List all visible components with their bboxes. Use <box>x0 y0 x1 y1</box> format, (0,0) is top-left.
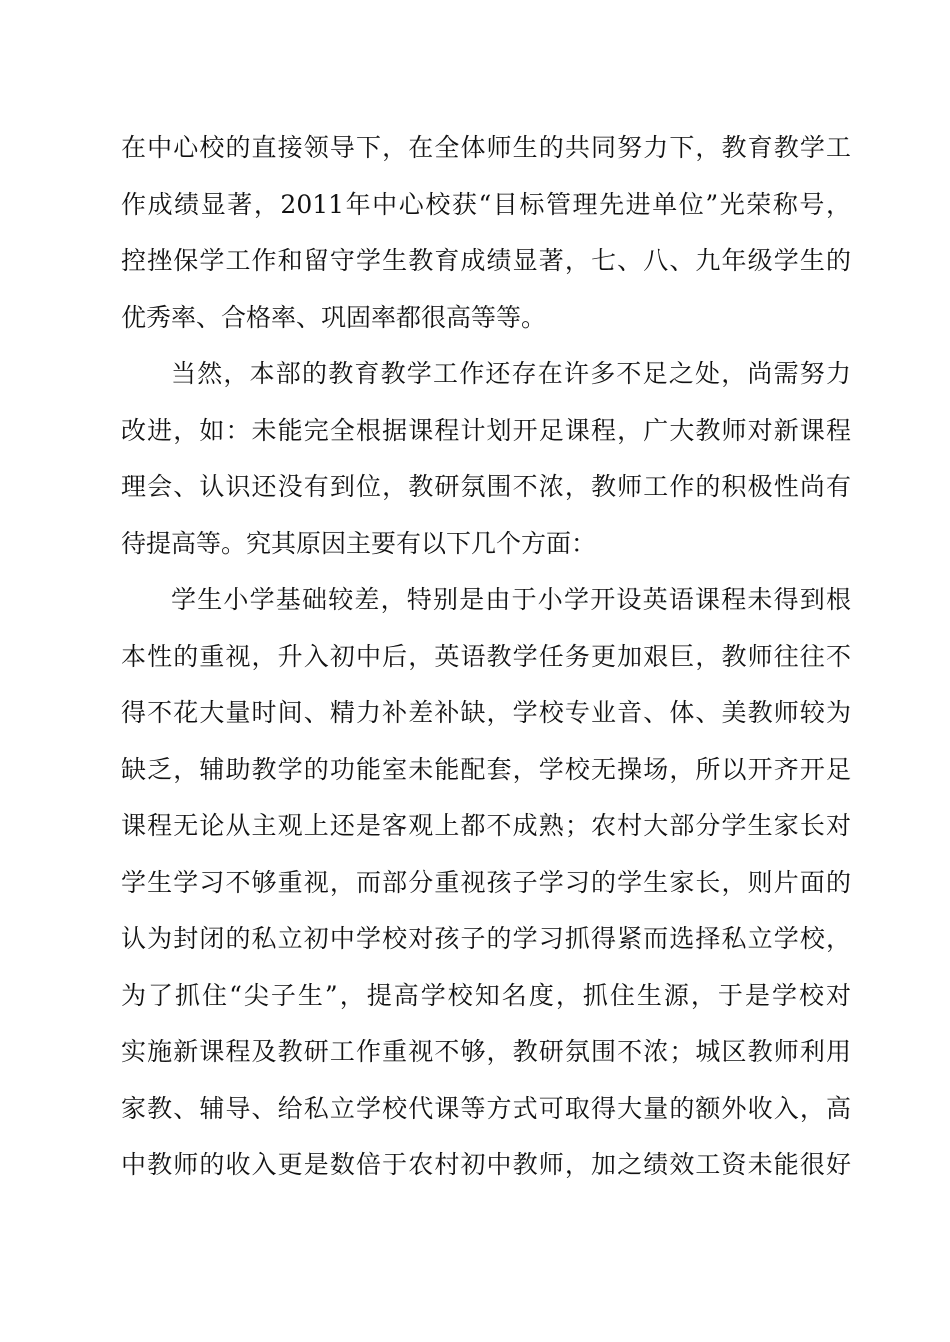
paragraph-3-line-4: 缺乏，辅助教学的功能室未能配套，学校无操场，所以开齐开足 <box>121 754 851 784</box>
paragraph-3-line-7: 认为封闭的私立初中学校对孩子的学习抓得紧而选择私立学校， <box>121 924 851 953</box>
paragraph-2-line-1: 当然，本部的教育教学工作还存在许多不足之处，尚需努力 <box>171 359 851 388</box>
paragraph-3-line-10: 家教、辅导、给私立学校代课等方式可取得大量的额外收入，高 <box>121 1093 851 1123</box>
paragraph-3-line-11: 中教师的收入更是数倍于农村初中教师，加之绩效工资未能很好 <box>121 1150 851 1179</box>
paragraph-3-line-3: 得不花大量时间、精力补差补缺，学校专业音、体、美教师较为 <box>121 698 851 727</box>
paragraph-1-line-4: 优秀率、合格率、巩固率都很高等等。 <box>121 302 547 332</box>
paragraph-2-line-4: 待提高等。究其原因主要有以下几个方面： <box>121 528 597 558</box>
paragraph-2-line-2: 改进，如：未能完全根据课程计划开足课程，广大教师对新课程 <box>121 415 851 445</box>
paragraph-2-line-3: 理会、认识还没有到位，教研氛围不浓，教师工作的积极性尚有 <box>121 472 851 501</box>
paragraph-3-line-8: 为了抓住“尖子生”，提高学校知名度，抓住生源，于是学校对 <box>121 980 851 1010</box>
paragraph-3-line-9: 实施新课程及教研工作重视不够，教研氛围不浓；城区教师利用 <box>121 1037 851 1066</box>
paragraph-3-line-1: 学生小学基础较差，特别是由于小学开设英语课程未得到根 <box>171 585 851 614</box>
document-body <box>121 125 851 1199</box>
paragraph-1-line-2: 作成绩显著，2011年中心校获“目标管理先进单位”光荣称号， <box>121 189 851 219</box>
paragraph-1-line-1: 在中心校的直接领导下，在全体师生的共同努力下，教育教学工 <box>121 133 851 162</box>
paragraph-3-line-5: 课程无论从主观上还是客观上都不成熟；农村大部分学生家长对 <box>121 811 851 840</box>
paragraph-3-line-2: 本性的重视，升入初中后，英语教学任务更加艰巨，教师往往不 <box>121 641 851 671</box>
paragraph-3-line-6: 学生学习不够重视，而部分重视孩子学习的学生家长，则片面的 <box>121 867 851 897</box>
paragraph-1-line-3: 控挫保学工作和留守学生教育成绩显著，七、八、九年级学生的 <box>121 246 851 275</box>
